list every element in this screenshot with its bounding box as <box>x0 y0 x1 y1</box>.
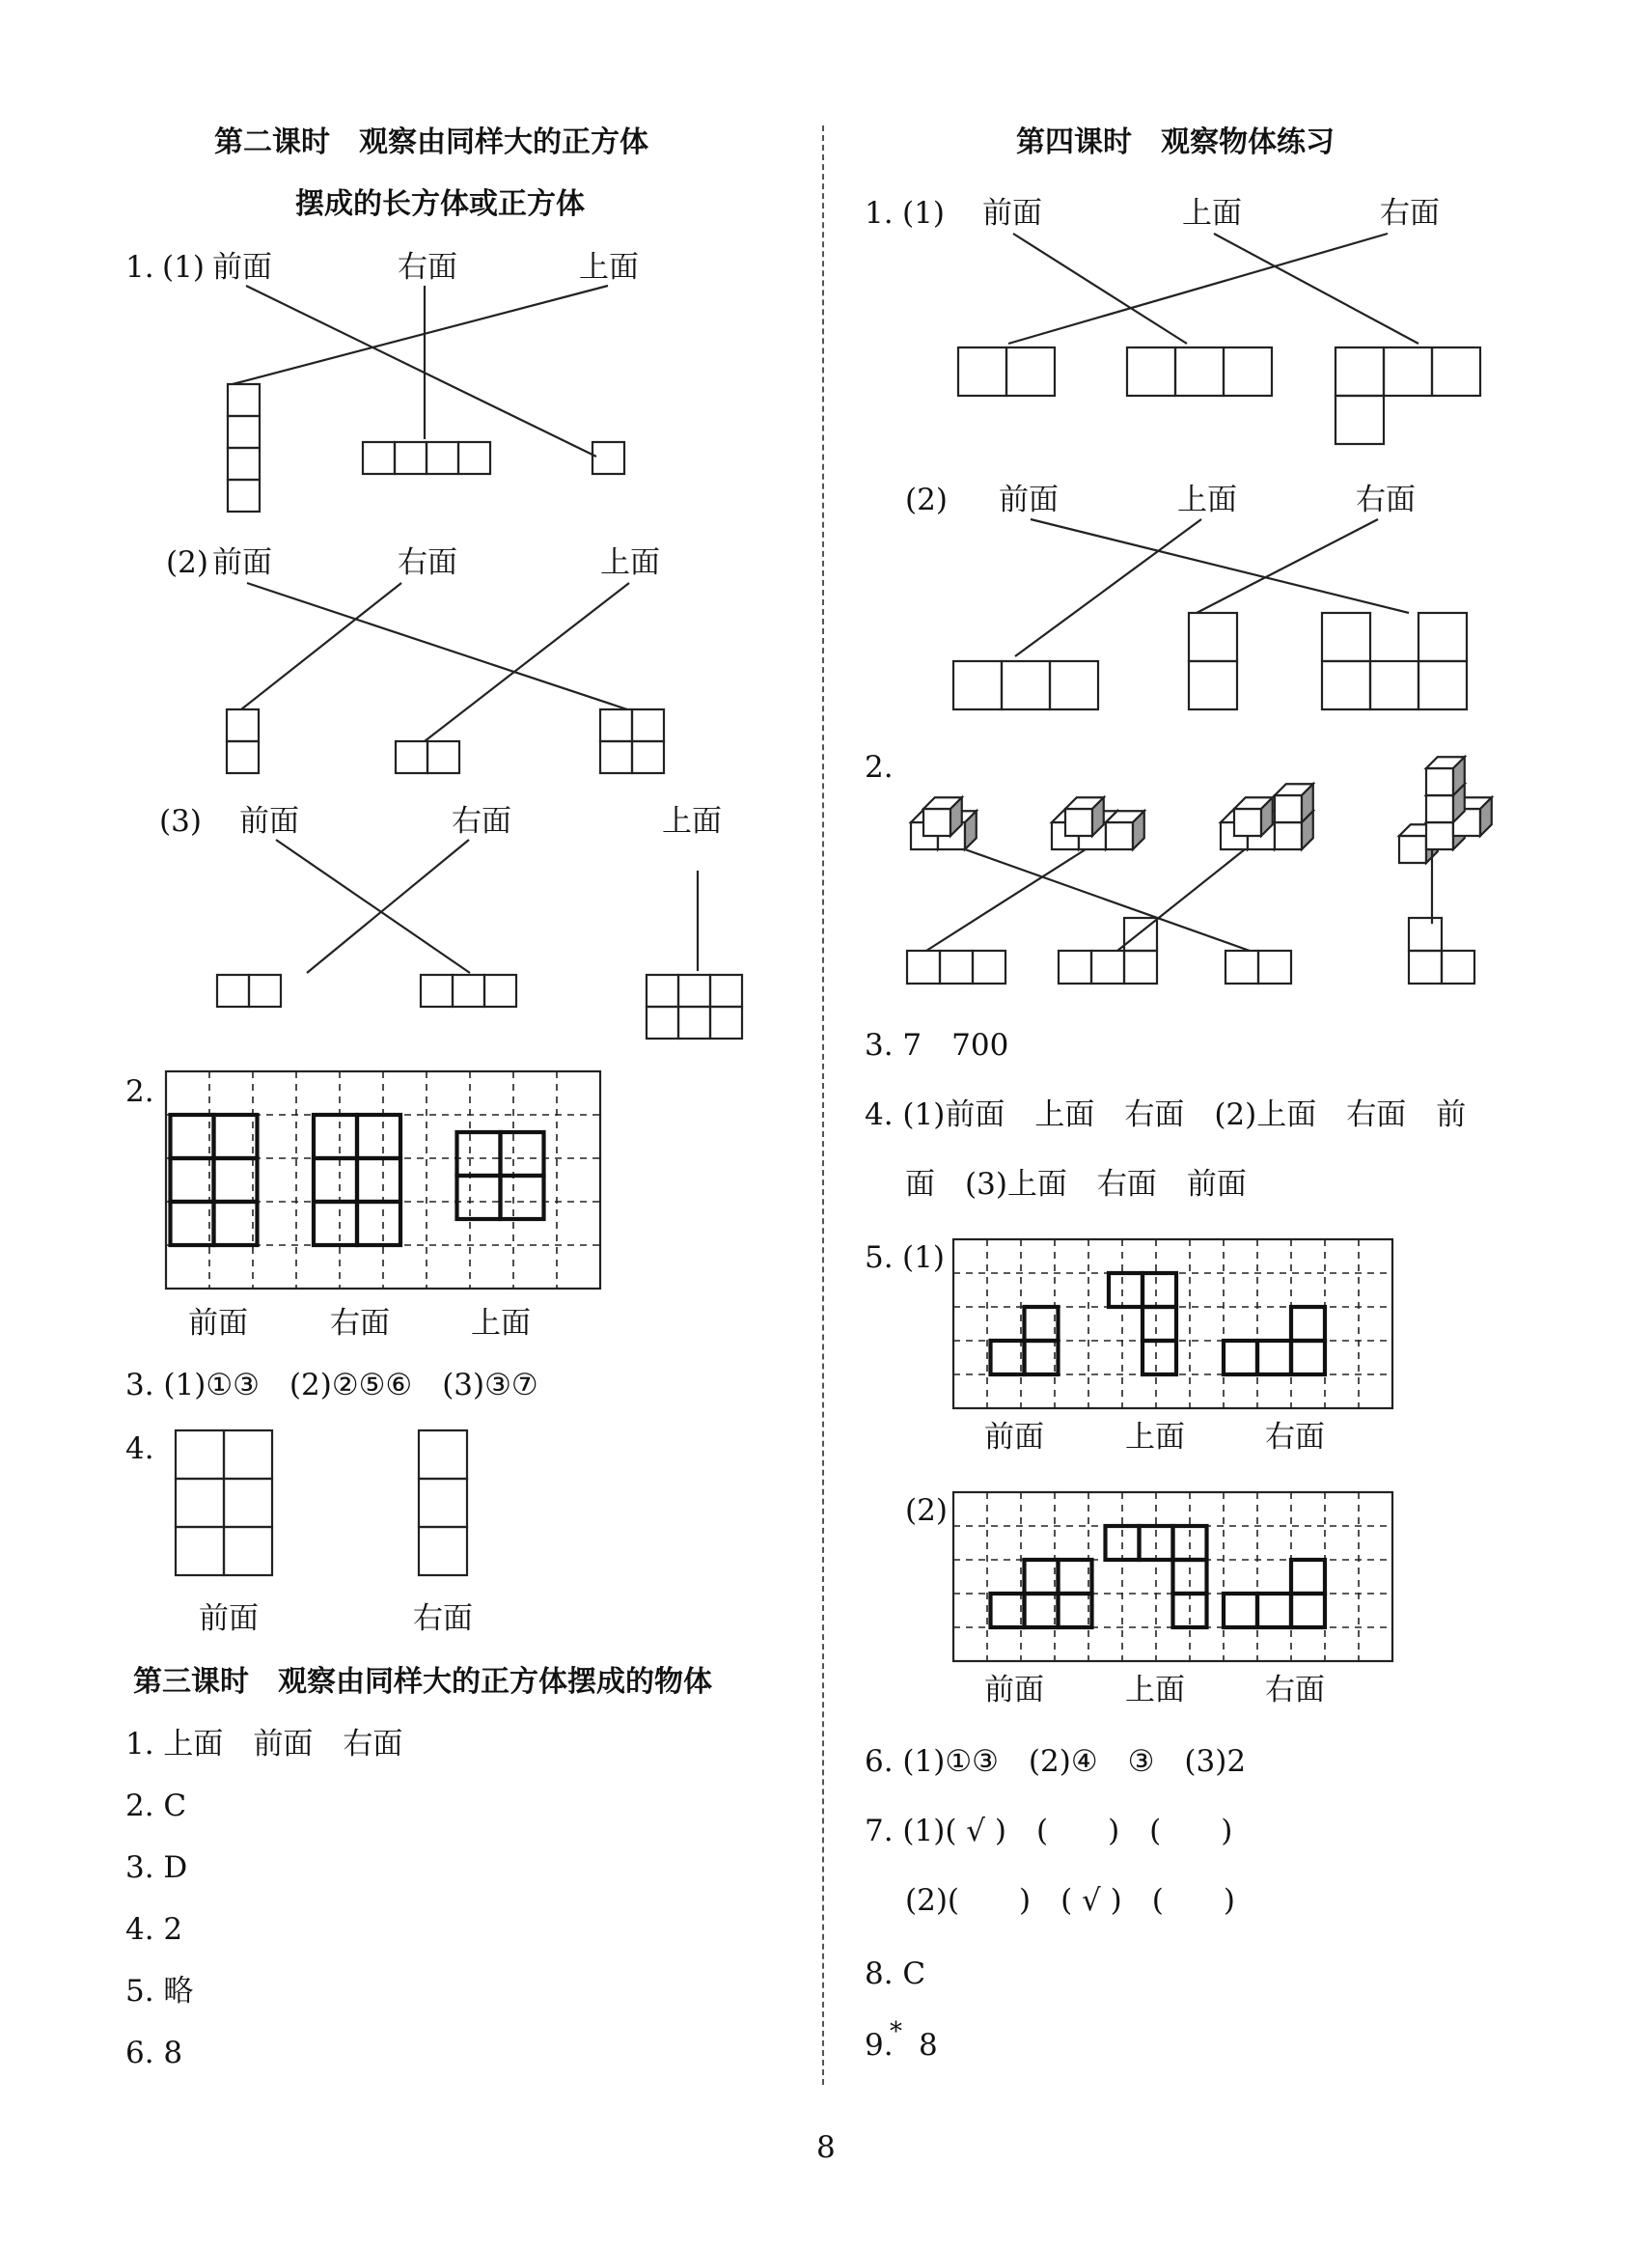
r-q9-star: * <box>890 2017 902 2046</box>
cube <box>923 809 950 836</box>
view-column-two <box>1189 613 1237 661</box>
q4-caption-right: 右面 <box>413 1601 473 1636</box>
view-bold-cell <box>357 1115 400 1158</box>
grid-caption-top: 上面 <box>471 1306 531 1341</box>
lesson2-title-line1: 第二课时 观察由同样大的正方体 <box>214 125 648 159</box>
view-row-two <box>958 347 1006 396</box>
view-l-shape <box>1059 951 1091 984</box>
view-bold-cell <box>1025 1594 1059 1627</box>
view-bold-cell <box>457 1132 501 1176</box>
view-grid-2x3 <box>224 1479 272 1527</box>
r-q5-part1-prefix: (1) <box>902 1240 945 1275</box>
view-column-three <box>419 1527 467 1575</box>
view-column-three <box>419 1430 467 1479</box>
view-label-front: 前面 <box>212 545 272 580</box>
view-bold-cell <box>1291 1307 1325 1341</box>
view-l-shape <box>1335 396 1384 444</box>
q1-part2-prefix: (2) <box>166 545 208 580</box>
view-row-three <box>421 975 453 1007</box>
view-row-of-four <box>427 442 458 474</box>
view-row-of-four <box>458 442 490 474</box>
r-q5-label: 5. <box>865 1240 894 1275</box>
view-bold-cell <box>1143 1341 1176 1374</box>
view-bold-cell <box>214 1202 258 1245</box>
view-square-2x2 <box>632 741 664 773</box>
view-row-two <box>249 975 281 1007</box>
view-bold-cell <box>1059 1560 1092 1594</box>
view-l-shape <box>1442 951 1474 984</box>
view-bold-cell <box>1291 1594 1325 1627</box>
r-q1-part1-prefix: (1) <box>902 196 945 231</box>
view-bold-cell <box>991 1341 1025 1374</box>
view-bold-cell <box>1025 1560 1059 1594</box>
view-bold-cell <box>314 1115 357 1158</box>
view-label-top: 上面 <box>579 250 639 285</box>
cube <box>1426 795 1453 822</box>
lesson3-answer: 3. D <box>125 1850 188 1885</box>
dashed-grid <box>166 1071 600 1289</box>
q4-caption-front: 前面 <box>199 1601 259 1636</box>
r-q4-line1: 4. (1)前面 上面 右面 (2)上面 右面 前 <box>865 1097 1467 1132</box>
cube <box>1275 795 1302 822</box>
view-bold-cell <box>1257 1594 1291 1627</box>
view-bold-cell <box>1025 1341 1059 1374</box>
q1-label: 1. <box>125 250 154 285</box>
cube <box>1426 822 1453 849</box>
view-label-front: 前面 <box>212 250 272 285</box>
view-grid-2x3 <box>224 1527 272 1575</box>
view-label-front: 前面 <box>239 804 299 839</box>
view-label-right: 右面 <box>452 804 511 839</box>
view-u-shape <box>1418 613 1467 661</box>
view-grid-3x2 <box>678 975 710 1007</box>
view-u-shape <box>1418 661 1467 709</box>
view-bold-cell <box>357 1202 400 1245</box>
view-label-right: 右面 <box>1356 483 1416 517</box>
view-column-two <box>227 741 259 773</box>
lesson2-title-line2: 摆成的长方体或正方体 <box>295 187 585 221</box>
view-row-two <box>1258 951 1291 984</box>
connector-line <box>1013 234 1187 344</box>
q2-label: 2. <box>125 1074 154 1109</box>
view-bold-cell <box>314 1158 357 1202</box>
view-label-right: 右面 <box>1380 196 1440 231</box>
r-q8-answer: 8. C <box>865 1956 926 1991</box>
view-bold-cell <box>1291 1341 1325 1374</box>
lesson3-answer: 5. 略 <box>125 1974 194 2009</box>
view-row-two <box>1225 951 1258 984</box>
cube <box>1426 768 1453 795</box>
connector-line <box>1008 234 1388 344</box>
view-bold-cell <box>1143 1273 1176 1307</box>
grid-caption-front: 前面 <box>984 1673 1044 1707</box>
r-q3-answer: 3. 7 700 <box>865 1028 1009 1063</box>
connector-line <box>425 583 629 741</box>
r-q2-label: 2. <box>865 750 894 785</box>
view-grid-3x2 <box>678 1007 710 1039</box>
view-l-shape <box>1335 347 1384 396</box>
view-grid-3x2 <box>710 1007 742 1039</box>
connector-line <box>1015 519 1201 656</box>
grid-caption-right: 右面 <box>330 1306 390 1341</box>
view-row-two <box>427 741 459 773</box>
r-q9-answer: 8 <box>919 2028 938 2063</box>
view-row-two <box>396 741 427 773</box>
view-row-three <box>1002 661 1050 709</box>
connector-line <box>233 286 608 384</box>
cube <box>1106 822 1133 849</box>
view-grid-2x3 <box>176 1430 224 1479</box>
view-grid-2x3 <box>176 1479 224 1527</box>
view-bold-cell <box>171 1158 214 1202</box>
q3-answer: 3. (1)①③ (2)②⑤⑥ (3)③⑦ <box>125 1368 538 1402</box>
lesson3-title: 第三课时 观察由同样大的正方体摆成的物体 <box>133 1665 712 1699</box>
connector-line <box>276 840 470 973</box>
view-bold-cell <box>501 1176 544 1219</box>
lesson3-answer: 1. 上面 前面 右面 <box>125 1727 403 1762</box>
r-q9-label: 9. <box>865 2028 894 2063</box>
q1-part1-prefix: (1) <box>162 250 205 285</box>
r-q1-label: 1. <box>865 196 894 231</box>
view-label-front: 前面 <box>999 483 1059 517</box>
view-single-square <box>592 442 624 474</box>
view-row-three <box>1224 347 1272 396</box>
connector-line <box>1117 849 1245 951</box>
view-bold-cell <box>1291 1560 1325 1594</box>
view-label-top: 上面 <box>1177 483 1237 517</box>
page-number: 8 <box>816 2130 836 2165</box>
connector-line <box>241 583 401 709</box>
lesson3-answer: 6. 8 <box>125 2036 183 2070</box>
view-u-shape <box>1322 613 1370 661</box>
r-q7-line1: 7. (1)( √ ) ( ) ( ) <box>865 1814 1233 1848</box>
lesson3-answer: 2. C <box>125 1789 187 1823</box>
view-l-shape <box>1124 951 1157 984</box>
r-q5-part2-prefix: (2) <box>905 1493 948 1528</box>
view-bold-cell <box>1059 1594 1092 1627</box>
grid-caption-right: 右面 <box>1265 1673 1325 1707</box>
view-square-2x2 <box>600 741 632 773</box>
view-bold-cell <box>314 1202 357 1245</box>
grid-caption-front: 前面 <box>188 1306 248 1341</box>
view-bold-cell <box>457 1176 501 1219</box>
view-l-shape <box>1432 347 1480 396</box>
view-bold-cell <box>501 1132 544 1176</box>
q1-part3-prefix: (3) <box>159 804 202 839</box>
grid-caption-top: 上面 <box>1125 1673 1185 1707</box>
view-grid-3x2 <box>647 1007 678 1039</box>
view-row-three <box>1050 661 1098 709</box>
view-bold-cell <box>214 1158 258 1202</box>
view-bold-cell <box>1224 1594 1257 1627</box>
view-u-shape <box>1322 661 1370 709</box>
view-grid-3x2 <box>647 975 678 1007</box>
view-u-shape <box>1370 661 1418 709</box>
view-l-shape <box>1409 951 1442 984</box>
view-bold-cell <box>1109 1273 1143 1307</box>
view-column-two <box>1189 661 1237 709</box>
view-label-top: 上面 <box>1182 196 1242 231</box>
view-row-three <box>953 661 1002 709</box>
cube <box>1399 836 1426 863</box>
view-tall-column <box>228 480 260 512</box>
view-row-three <box>484 975 516 1007</box>
view-row-three <box>1175 347 1224 396</box>
view-row-three <box>1127 347 1175 396</box>
view-square-2x2 <box>632 709 664 741</box>
view-bold-cell <box>1257 1341 1291 1374</box>
view-bold-cell <box>1173 1560 1207 1594</box>
view-l-shape <box>1384 347 1432 396</box>
view-row-of-four <box>363 442 395 474</box>
view-label-top: 上面 <box>662 804 722 839</box>
view-column-three <box>419 1479 467 1527</box>
view-row-two <box>217 975 249 1007</box>
view-tall-column <box>228 448 260 480</box>
view-label-top: 上面 <box>600 545 660 580</box>
lesson3-answer: 4. 2 <box>125 1912 183 1947</box>
view-tall-column <box>228 384 260 416</box>
connector-line <box>307 840 469 973</box>
view-label-right: 右面 <box>398 250 457 285</box>
view-bold-cell <box>1224 1341 1257 1374</box>
view-tall-column <box>228 416 260 448</box>
view-row-two <box>1006 347 1055 396</box>
view-label-front: 前面 <box>982 196 1042 231</box>
lesson4-title: 第四课时 观察物体练习 <box>1016 125 1335 159</box>
grid-caption-front: 前面 <box>984 1420 1044 1455</box>
view-bold-cell <box>171 1115 214 1158</box>
r-q1-part2-prefix: (2) <box>905 483 948 517</box>
cube <box>1234 809 1261 836</box>
view-row-three <box>940 951 973 984</box>
view-label-right: 右面 <box>398 545 457 580</box>
grid-caption-right: 右面 <box>1265 1420 1325 1455</box>
view-bold-cell <box>1143 1307 1176 1341</box>
view-bold-cell <box>357 1158 400 1202</box>
view-row-three <box>907 951 940 984</box>
view-grid-2x3 <box>224 1430 272 1479</box>
view-l-shape <box>1409 918 1442 951</box>
view-grid-2x3 <box>176 1527 224 1575</box>
r-q6-answer: 6. (1)①③ (2)④ ③ (3)2 <box>865 1744 1247 1779</box>
connector-line <box>246 286 596 457</box>
view-row-three <box>453 975 484 1007</box>
connector-line <box>1214 234 1418 344</box>
connector-line <box>247 583 627 709</box>
view-row-three <box>973 951 1005 984</box>
r-q7-line2: (2)( ) ( √ ) ( ) <box>905 1883 1235 1918</box>
grid-caption-top: 上面 <box>1125 1420 1185 1455</box>
view-column-two <box>227 709 259 741</box>
r-q4-line2: 面 (3)上面 右面 前面 <box>905 1167 1247 1202</box>
view-bold-cell <box>991 1594 1025 1627</box>
q4-label: 4. <box>125 1431 154 1466</box>
view-bold-cell <box>171 1202 214 1245</box>
view-l-shape <box>1091 951 1124 984</box>
cube <box>1065 809 1092 836</box>
view-row-of-four <box>395 442 427 474</box>
view-bold-cell <box>214 1115 258 1158</box>
view-bold-cell <box>1025 1307 1059 1341</box>
view-grid-3x2 <box>710 975 742 1007</box>
cube <box>1275 822 1302 849</box>
view-square-2x2 <box>600 709 632 741</box>
